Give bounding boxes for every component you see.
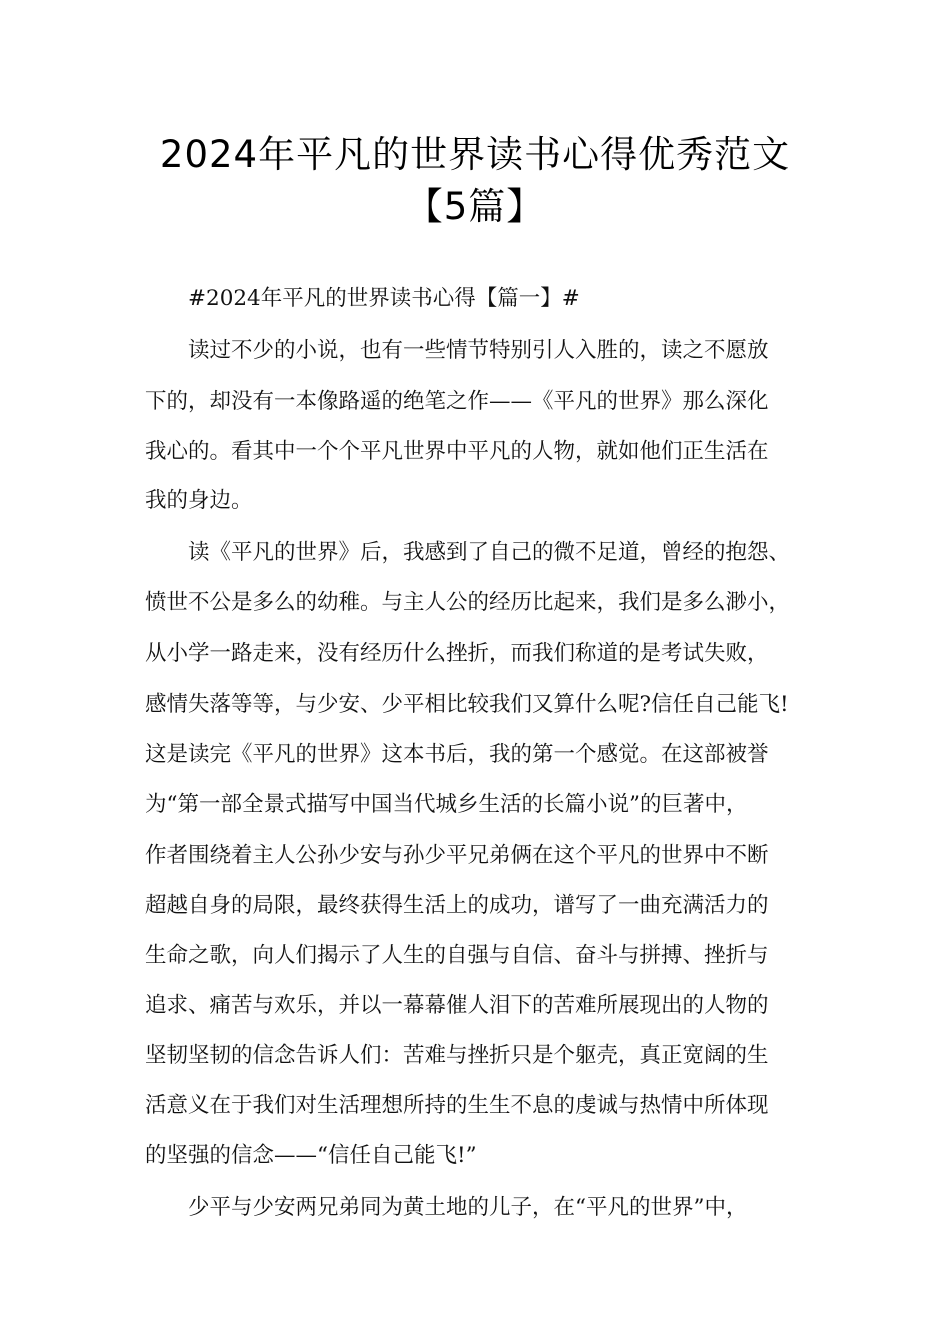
paragraph-line: 少平与少安两兄弟同为黄土地的儿子，在“平凡的世界”中， xyxy=(188,1195,748,1220)
paragraph-line: 愤世不公是多么的幼稚。与主人公的经历比起来，我们是多么渺小， xyxy=(145,590,791,615)
paragraph-line: 我心的。看其中一个个平凡世界中平凡的人物，就如他们正生活在 xyxy=(145,439,769,464)
paragraph-line: 的坚强的信念——“信任自己能飞!” xyxy=(145,1143,477,1168)
paragraph-line: 我的身边。 xyxy=(145,488,253,513)
paragraph-line: 作者围绕着主人公孙少安与孙少平兄弟俩在这个平凡的世界中不断 xyxy=(145,843,769,868)
paragraph-line: 读《平凡的世界》后，我感到了自己的微不足道，曾经的抱怨、 xyxy=(188,540,791,565)
paragraph-line: 读过不少的小说，也有一些情节特别引人入胜的，读之不愿放 xyxy=(188,338,769,363)
paragraph-line: 活意义在于我们对生活理想所持的生生不息的虔诚与热情中所体现 xyxy=(145,1093,769,1118)
paragraph-line: 生命之歌，向人们揭示了人生的自强与自信、奋斗与拼搏、挫折与 xyxy=(145,943,769,968)
document-title-line-1: 2024年平凡的世界读书心得优秀范文 xyxy=(159,133,791,176)
paragraph-line: 超越自身的局限，最终获得生活上的成功，谱写了一曲充满活力的 xyxy=(145,893,769,918)
paragraph-line: 从小学一路走来，没有经历什么挫折，而我们称道的是考试失败， xyxy=(145,641,769,666)
paragraph-line: 下的，却没有一本像路遥的绝笔之作——《平凡的世界》那么深化 xyxy=(145,389,769,414)
section-heading: #2024年平凡的世界读书心得【篇一】# xyxy=(188,286,580,311)
paragraph-line: 感情失落等等，与少安、少平相比较我们又算什么呢?信任自己能飞! xyxy=(145,692,789,717)
paragraph-line: 坚韧坚韧的信念告诉人们：苦难与挫折只是个躯壳，真正宽阔的生 xyxy=(145,1043,769,1068)
paragraph-line: 为“第一部全景式描写中国当代城乡生活的长篇小说”的巨著中， xyxy=(145,792,748,817)
document-title-line-2: 【5篇】 xyxy=(405,185,545,228)
paragraph-line: 这是读完《平凡的世界》这本书后，我的第一个感觉。在这部被誉 xyxy=(145,742,769,767)
paragraph-line: 追求、痛苦与欢乐，并以一幕幕催人泪下的苦难所展现出的人物的 xyxy=(145,993,769,1018)
